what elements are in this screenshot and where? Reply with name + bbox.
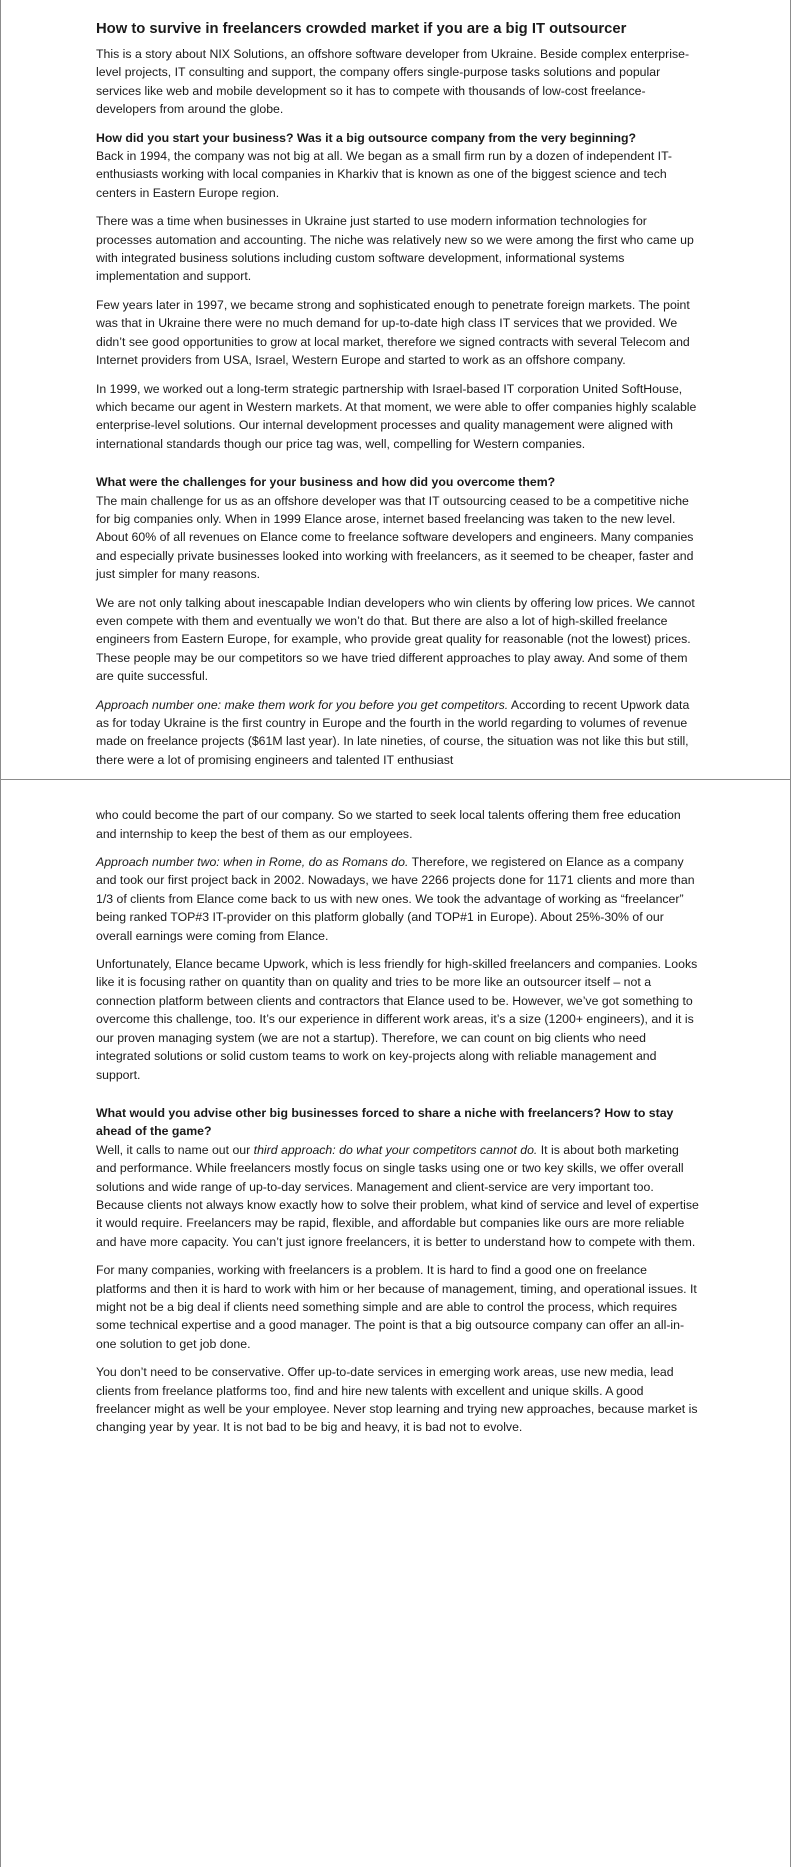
article-paragraph [96,1141,700,1251]
text-segment: who could become the part of our company. So we started to seek local talents offering them free education and internship to keep the best of them as our employees. [96,808,681,841]
text-segment: This is a story about NIX Solutions, an offshore software developer from Ukraine. Beside complex enterprise-level projects, IT consulting and support, the company offers single-purpose tasks solutions and popular services like web and mobile development so it has to compete with thousands of low-cost freelance-developers from around the globe. [96,47,690,117]
question-heading [96,473,700,491]
paragraph-spacer [96,463,700,473]
text-segment: Few years later in 1997, we became strong and sophisticated enough to penetrate foreign markets. The point was that in Ukraine there were no much demand for up-to-date high class IT services that we provided. We didn’t see good opportunities to grow at local market, therefore we signed contracts with several Telecom and Internet providers from USA, Israel, Western Europe and started to work as an offshore company. [96,297,690,368]
text-segment: Approach number one: make them work for you before you get competitors. [96,697,509,712]
article-paragraph [96,955,700,1084]
text-segment: Therefore, we registered on Elance as a company and took our first project back in 2002. Nowadays, we have 2266 projects done for 1171 clients and more than 1/3 of clients from Elance come back to us with new ones. We took the advantage of working as “freelancer” being ranked TOP#3 IT-provider on this platform globally (and TOP#1 in Europe). About 25%-30% of our overall earnings were coming from Elance. [96,855,695,943]
article-paragraph [96,147,700,202]
article-paragraph [96,1261,700,1353]
text-segment: For many companies, working with freelancers is a problem. It is hard to find a good one on freelance platforms and then it is hard to work with him or her because of management, timing, and operational issues. It might not be a big deal if clients need something simple and are able to control the process, which requires some technical expertise and a good manager. The point is that a big outsource company can offer an all-in-one solution to get job done. [96,1263,697,1351]
article-paragraph [96,594,700,686]
article-body [96,45,700,1437]
question-heading [96,129,700,147]
article-paragraph [96,380,700,454]
text-segment: Well, it calls to name out our [96,1142,254,1157]
article-paragraph [96,296,700,370]
text-segment: What would you advise other big businesses forced to share a niche with freelancers? How to stay ahead of the game? [96,1105,674,1139]
text-segment: In 1999, we worked out a long-term strategic partnership with Israel-based IT corporation United SoftHouse, which became our agent in Western markets. At that moment, we were able to offer companies highly scalable enterprise-level solutions. Our internal development processes and quality management were aligned with international standards though our price tag was, well, compelling for Western companies. [96,381,697,451]
text-segment: You don’t need to be conservative. Offer up-to-date services in emerging work areas, use new media, lead clients from freelance platforms too, find and hire new talents with excellent and unique skills. A good freelancer might as well be your employee. Never stop learning and trying new approaches, because market is changing year by year. It is not bad to be big and heavy, it is bad not to evolve. [96,1365,698,1435]
article-paragraph [96,45,700,119]
paragraph-spacer [96,1094,700,1104]
article-paragraph [96,696,700,770]
article-title: How to survive in freelancers crowded market if you are a big IT outsourcer [96,21,627,37]
text-segment: We are not only talking about inescapable Indian developers who win clients by offering low prices. We cannot even compete with them and eventually we won’t do that. But there are also a lot of high-skilled freelance engineers from Eastern Europe, for example, who provide great quality for reasonable (not the lowest) prices. These people may be our competitors so we have tried different approaches to play away. And some of them are quite successful. [96,595,695,684]
page-break-divider [1,779,790,780]
article-paragraph [96,806,700,843]
text-segment: What were the challenges for your business and how did you overcome them? [96,475,556,490]
question-heading [96,1104,700,1141]
article-paragraph [96,492,700,584]
text-segment: It is about both marketing and performance. While freelancers mostly focus on single tasks using one or two key skills, we offer overall solutions and wide range of up-to-day services. Management and client-service are very important too. Because clients not always know exactly how to solve their problem, what kind of service and level of expertise it would require. Freelancers may be rapid, flexible, and affordable but companies like ours are more reliable and have more capacity. You can’t just ignore freelancers, it is better to understand how to compete with them. [96,1142,699,1249]
text-segment: How did you start your business? Was it a big outsource company from the very beginning? [96,130,636,145]
article-paragraph [96,1363,700,1437]
article-paragraph [96,212,700,286]
article-paragraph [96,853,700,945]
text-segment: Approach number two: when in Rome, do as Romans do. [96,855,409,870]
text-segment: Unfortunately, Elance became Upwork, which is less friendly for high-skilled freelancers and companies. Looks like it is focusing rather on quantity than on quality and tries to be more like an outsourcer itself – not a connection platform between clients and contractors that Elance used to be. However, we’ve got something to overcome this challenge, too. It’s our experience in different work areas, it’s a size (1200+ engineers), and it is our proven managing system (we are not a startup). Therefore, we can count on big clients who need integrated solutions or solid custom teams to work on key-projects along with reliable management and support. [96,957,698,1082]
text-segment: There was a time when businesses in Ukraine just started to use modern information technologies for processes automation and accounting. The niche was relatively new so we were among the first who came up with integrated business solutions including custom software development, informational systems implementation and support. [96,214,694,284]
text-segment: According to recent Upwork data as for today Ukraine is the first country in Europe and the fourth in the world regarding to volumes of revenue made on freelance projects ($61M last year). In late nineties, of course, the situation was not like this but still, there were a lot of promising engineers and talented IT enthusiast [96,697,690,767]
text-segment: The main challenge for us as an offshore developer was that IT outsourcing ceased to be a competitive niche for big companies only. When in 1999 Elance arose, internet based freelancing was taken to the new level. About 60% of all revenues on Elance come to freelance software developers and engineers. Many companies and especially private businesses looked into working with freelancers, as it seemed to be cheaper, faster and just simpler for many reasons. [96,493,694,582]
text-segment: Back in 1994, the company was not big at all. We began as a small firm run by a dozen of independent IT-enthusiasts working with local companies in Kharkiv that is known as one of the biggest science and tech centers in Eastern Europe region. [96,149,673,200]
text-segment: third approach: do what your competitors cannot do. [253,1142,538,1157]
